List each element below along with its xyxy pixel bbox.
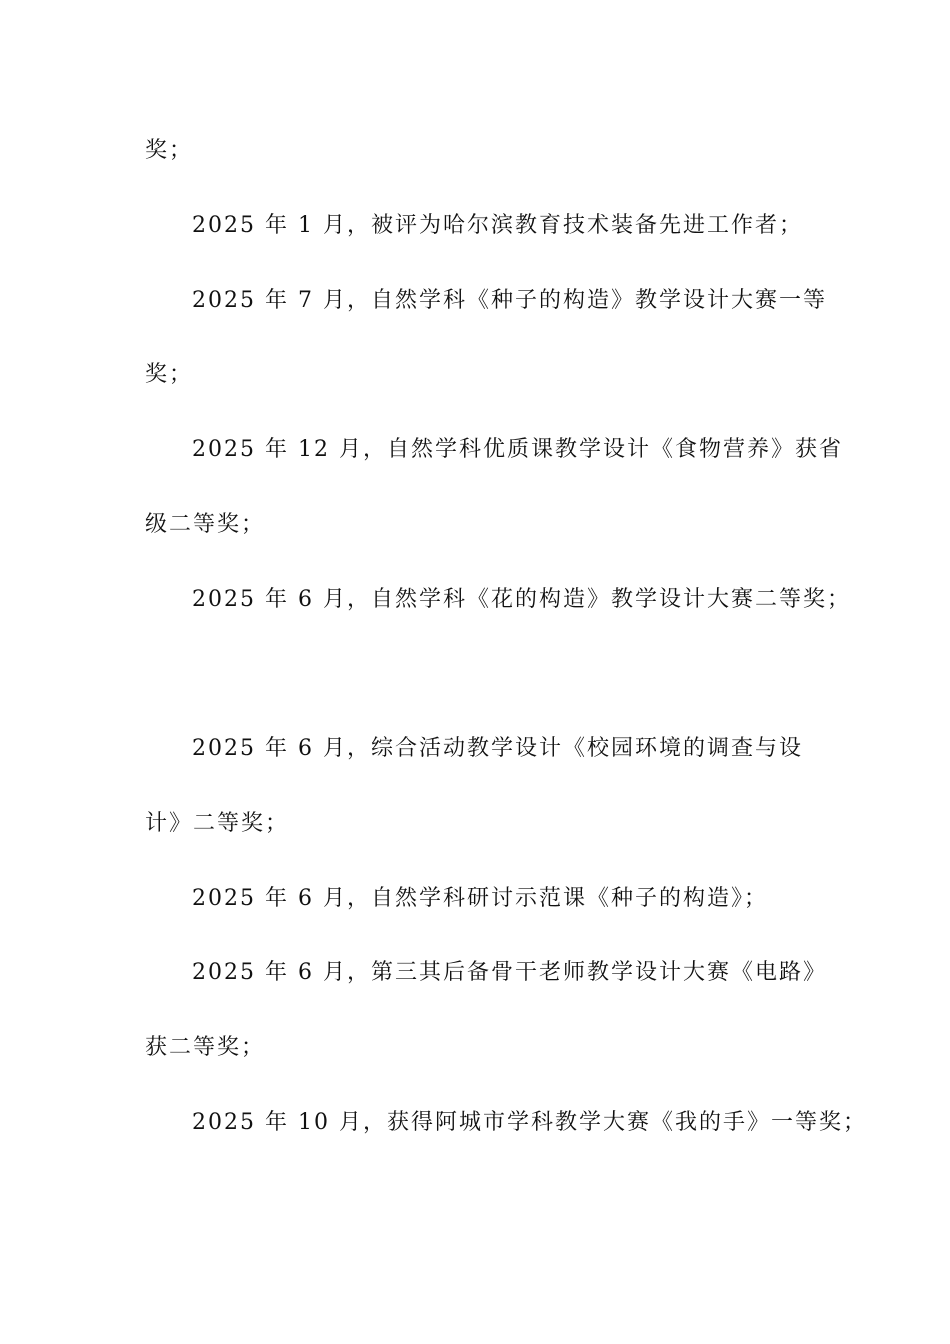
text-line: 级二等奖； <box>145 512 266 537</box>
text-line: 2025 年 6 月，第三其后备骨干老师教学设计大赛《电路》 <box>192 960 827 985</box>
text-line: 奖； <box>145 362 194 387</box>
text-line: 奖； <box>145 138 194 163</box>
text-line: 获二等奖； <box>145 1035 266 1060</box>
text-line: 2025 年 6 月，自然学科《花的构造》教学设计大赛二等奖； <box>192 587 851 612</box>
text-line: 2025 年 10 月，获得阿城市学科教学大赛《我的手》一等奖； <box>192 1110 867 1135</box>
text-line: 2025 年 1 月，被评为哈尔滨教育技术装备先进工作者； <box>192 213 803 238</box>
text-line: 2025 年 7 月，自然学科《种子的构造》教学设计大赛一等 <box>192 288 827 313</box>
text-line: 2025 年 12 月，自然学科优质课教学设计《食物营养》获省 <box>192 437 843 462</box>
text-line: 2025 年 6 月，综合活动教学设计《校园环境的调查与设 <box>192 736 803 761</box>
text-line: 计》二等奖； <box>145 811 290 836</box>
text-line: 2025 年 6 月，自然学科研讨示范课《种子的构造》； <box>192 886 768 911</box>
